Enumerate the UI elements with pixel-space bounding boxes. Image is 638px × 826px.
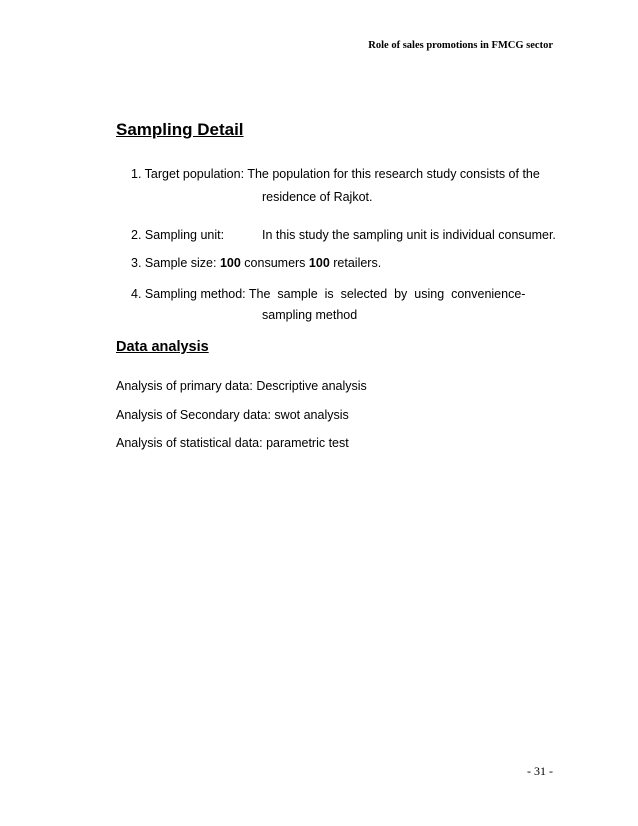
data-analysis-heading: Data analysis	[116, 339, 209, 355]
page-number: - 31 -	[527, 764, 553, 778]
list-item-target-population	[131, 167, 540, 181]
retailer-count: 100	[308, 256, 330, 270]
item-continuation: sampling method	[262, 308, 358, 322]
list-item-sampling-unit	[131, 228, 224, 242]
list-item-sample-size	[131, 256, 381, 270]
running-header: Role of sales promotions in FMCG sector	[368, 40, 553, 51]
item-label: 3. Sample size:	[131, 256, 217, 270]
consumer-count: 100	[219, 256, 241, 270]
item-text: In this study the sampling unit is individual consumer.	[262, 228, 556, 242]
analysis-line: Analysis of primary data: Descriptive analysis	[116, 379, 367, 393]
analysis-line: Analysis of statistical data: parametric test	[116, 436, 349, 450]
analysis-line: Analysis of Secondary data: swot analysis	[116, 408, 349, 422]
item-text: The sample is selected by using convenience-	[248, 287, 526, 301]
item-continuation: residence of Rajkot.	[262, 190, 373, 204]
sampling-detail-heading: Sampling Detail	[116, 120, 244, 139]
item-text: The population for this research study consists of the	[247, 167, 540, 181]
item-text: consumers	[244, 256, 306, 270]
list-item-sampling-method	[131, 287, 525, 301]
item-text: retailers.	[333, 256, 382, 270]
item-label: 1. Target population:	[131, 167, 245, 181]
item-label: 2. Sampling unit:	[131, 228, 225, 242]
item-label: 4. Sampling method:	[131, 287, 246, 301]
